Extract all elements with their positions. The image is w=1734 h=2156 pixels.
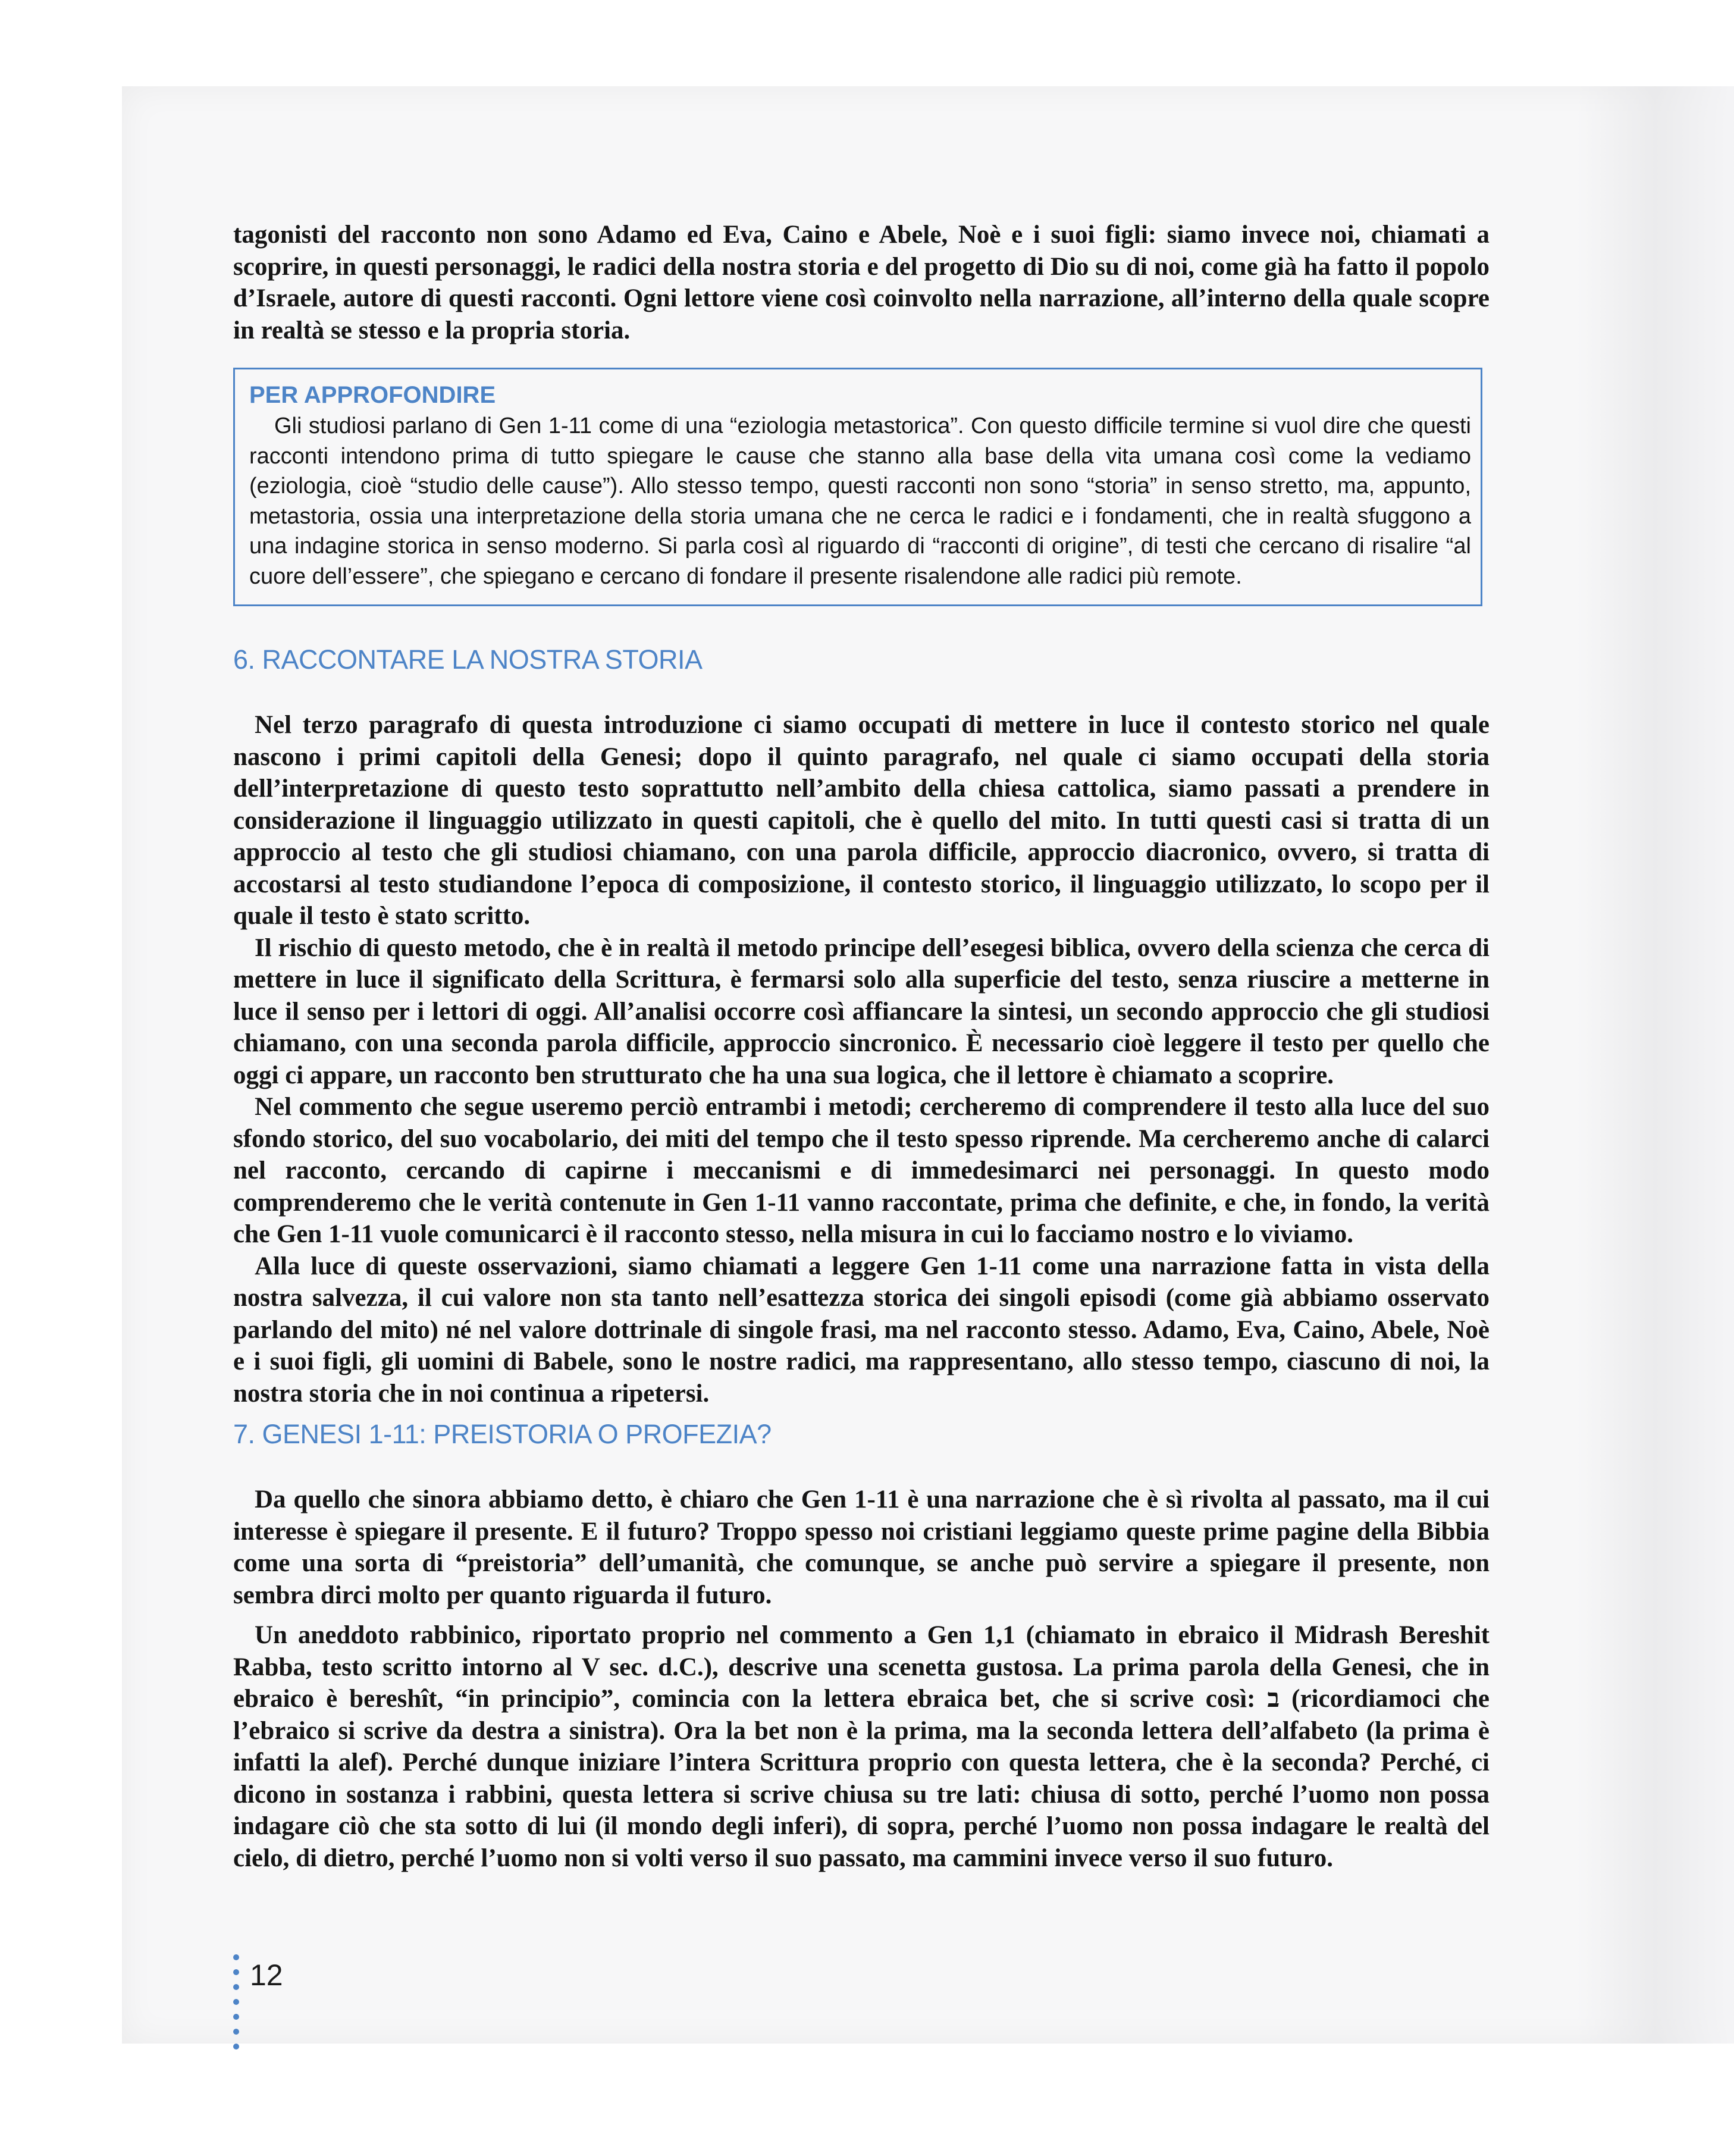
page-number-dots bbox=[233, 1954, 242, 2058]
spacer bbox=[233, 1409, 1490, 1418]
body-paragraph: Da quello che sinora abbiamo detto, è chiaro che Gen 1-11 è una narrazione che è sì rivolta al passato, ma il cui interesse è spiegare il presente. E il futuro? Troppo spesso noi cristiani leggiamo queste prime pagine della Bibbia come una sorta di “preistoria” dell’umanità, che comunque, se anche può servire a spiegare il presente, non sembra dirci molto per quanto riguarda il futuro. bbox=[233, 1486, 1490, 1609]
body-paragraph: Nel terzo paragrafo di questa introduzione ci siamo occupati di mettere in luce il contesto storico nel quale nascono i primi capitoli della Genesi; dopo il quinto paragrafo, nel quale ci siamo occupati della storia dell’interpretazione di questo testo soprattutto nell’ambito della chiesa cattolica, siamo passati a prendere in considerazione il linguaggio utilizzato in questi capitoli, che è quello del mito. In tutti questi casi si tratta di un approccio al testo che gli studiosi chiamano, con una parola difficile, approccio diacronico, ovvero, si tratta di accostarsi al testo studiandone l’epoca di composizione, il contesto storico, il linguaggio utilizzato, lo scopo per il quale il testo è stato scritto. bbox=[233, 711, 1490, 930]
body-paragraph: Il rischio di questo metodo, che è in realtà il metodo principe dell’esegesi biblica, ovvero della scienza che cerca di mettere in luce il significato della Scrittura, è fermarsi solo alla superficie del testo, senza riuscire a metterne in luce il senso per i lettori di oggi. All’analisi occorre così affiancare la sintesi, un secondo approccio che gli studiosi chiamano, con una seconda parola difficile, approccio sincronico. È necessario cioè leggere il testo per quello che oggi ci appare, un racconto ben strutturato che ha una sua logica, che il lettore è chiamato a scoprire. bbox=[233, 933, 1490, 1089]
section-title-7: 7. GENESI 1-11: PREISTORIA O PROFEZIA? bbox=[233, 1419, 772, 1449]
dot bbox=[233, 1999, 239, 2005]
dot bbox=[233, 1984, 239, 1990]
body-paragraph: Alla luce di queste osservazioni, siamo chiamati a leggere Gen 1-11 come una narrazione fatta in vista della nostra salvezza, il cui valore non sta tanto nell’esattezza storica dei singoli episodi (come già abbiamo osservato parlando del mito) né nel valore dottrinale di singole frasi, ma nel racconto stesso. Adamo, Eva, Caino, Abele, Noè e i suoi figli, gli uomini di Babele, sono le nostre radici, ma rappresentano, allo stesso tempo, ciascuno di noi, la nostra storia che in noi continua a ripetersi. bbox=[233, 1252, 1490, 1408]
body-paragraph: Nel commento che segue useremo perciò entrambi i metodi; cercheremo di comprendere il testo alla luce del suo sfondo storico, del suo vocabolario, dei miti del tempo che il testo spesso riprende. Ma cercheremo anche di calarci nel racconto, cercando di capirne i meccanismi e di immedesimarci nei personaggi. In questo modo comprenderemo che le verità contenute in Gen 1-11 vanno raccontate, prima che definite, e che, in fondo, la verità che Gen 1-11 vuole comunicarci è il racconto stesso, nella misura in cui lo facciamo nostro e lo viviamo. bbox=[233, 1093, 1490, 1248]
dot bbox=[233, 1969, 239, 1975]
dot bbox=[233, 2014, 239, 2020]
section-title-6: 6. RACCONTARE LA NOSTRA STORIA bbox=[233, 644, 703, 675]
page-number: 12 bbox=[250, 1958, 283, 1992]
info-box-title: PER APPROFONDIRE bbox=[249, 382, 496, 408]
spacer bbox=[233, 1611, 1490, 1619]
spacer bbox=[233, 676, 1490, 709]
info-box-per-approfondire bbox=[233, 368, 1482, 606]
spacer bbox=[233, 606, 1490, 643]
dot bbox=[233, 2029, 239, 2035]
info-box-text: Gli studiosi parlano di Gen 1-11 come di una “eziologia metastorica”. Con questo difficile termine si vuol dire che questi racconti intendono prima di tutto spiegare le cause che stanno alla base della vita umana così come la vediamo (eziologia, cioè “studio delle cause”). Allo stesso tempo, questi racconti non sono “storia” in senso stretto, ma, appunto, metastoria, ossia una interpretazione della storia umana che ne cerca le radici e i fondamenti, che in realtà sfuggono a una indagine storica in senso moderno. Si parla così al riguardo di “racconti di origine”, di testi che cercano di risalire “al cuore dell’essere”, che spiegano e cercano di fondare il presente risalendone alle radici più remote. bbox=[249, 413, 1471, 589]
page-fold-shadow bbox=[1576, 86, 1734, 2044]
body-paragraph: Un aneddoto rabbinico, riportato proprio nel commento a Gen 1,1 (chiamato in ebraico il Midrash Bereshit Rabba, testo scritto intorno al V sec. d.C.), descrive una scenetta gustosa. La prima parola della Genesi, che in ebraico è bereshît, “in principio”, comincia con la lettera ebraica bet, che si scrive così: ב (ricordiamoci che l’ebraico si scrive da destra a sinistra). Ora la bet non è la prima, ma la seconda lettera dell’alfabeto (la prima è infatti la alef). Perché dunque iniziare l’intera Scrittura proprio con questa lettera, che è la seconda? Perché, ci dicono in sostanza i rabbini, questa lettera si scrive chiusa su tre lati: chiusa di sotto, perché l’uomo non possa indagare ciò che sta sotto di lui (il mondo degli inferi), di sopra, perché l’uomo non possa indagare le realtà del cielo, di dietro, perché l’uomo non si volti verso il suo passato, ma cammini invece verso il suo futuro. bbox=[233, 1621, 1490, 1872]
spacer bbox=[233, 1451, 1490, 1484]
dot bbox=[233, 1954, 239, 1960]
page-content bbox=[233, 219, 1490, 1874]
body-paragraph: tagonisti del racconto non sono Adamo ed Eva, Caino e Abele, Noè e i suoi figli: siamo invece noi, chiamati a scoprire, in questi personaggi, le radici della nostra storia e del progetto di Dio su di noi, come già ha fatto il popolo d’Israele, autore di questi racconti. Ogni lettore viene così coinvolto nella narrazione, all’interno della quale scopre in realtà se stesso e la propria storia. bbox=[233, 221, 1490, 344]
dot bbox=[233, 2044, 239, 2050]
